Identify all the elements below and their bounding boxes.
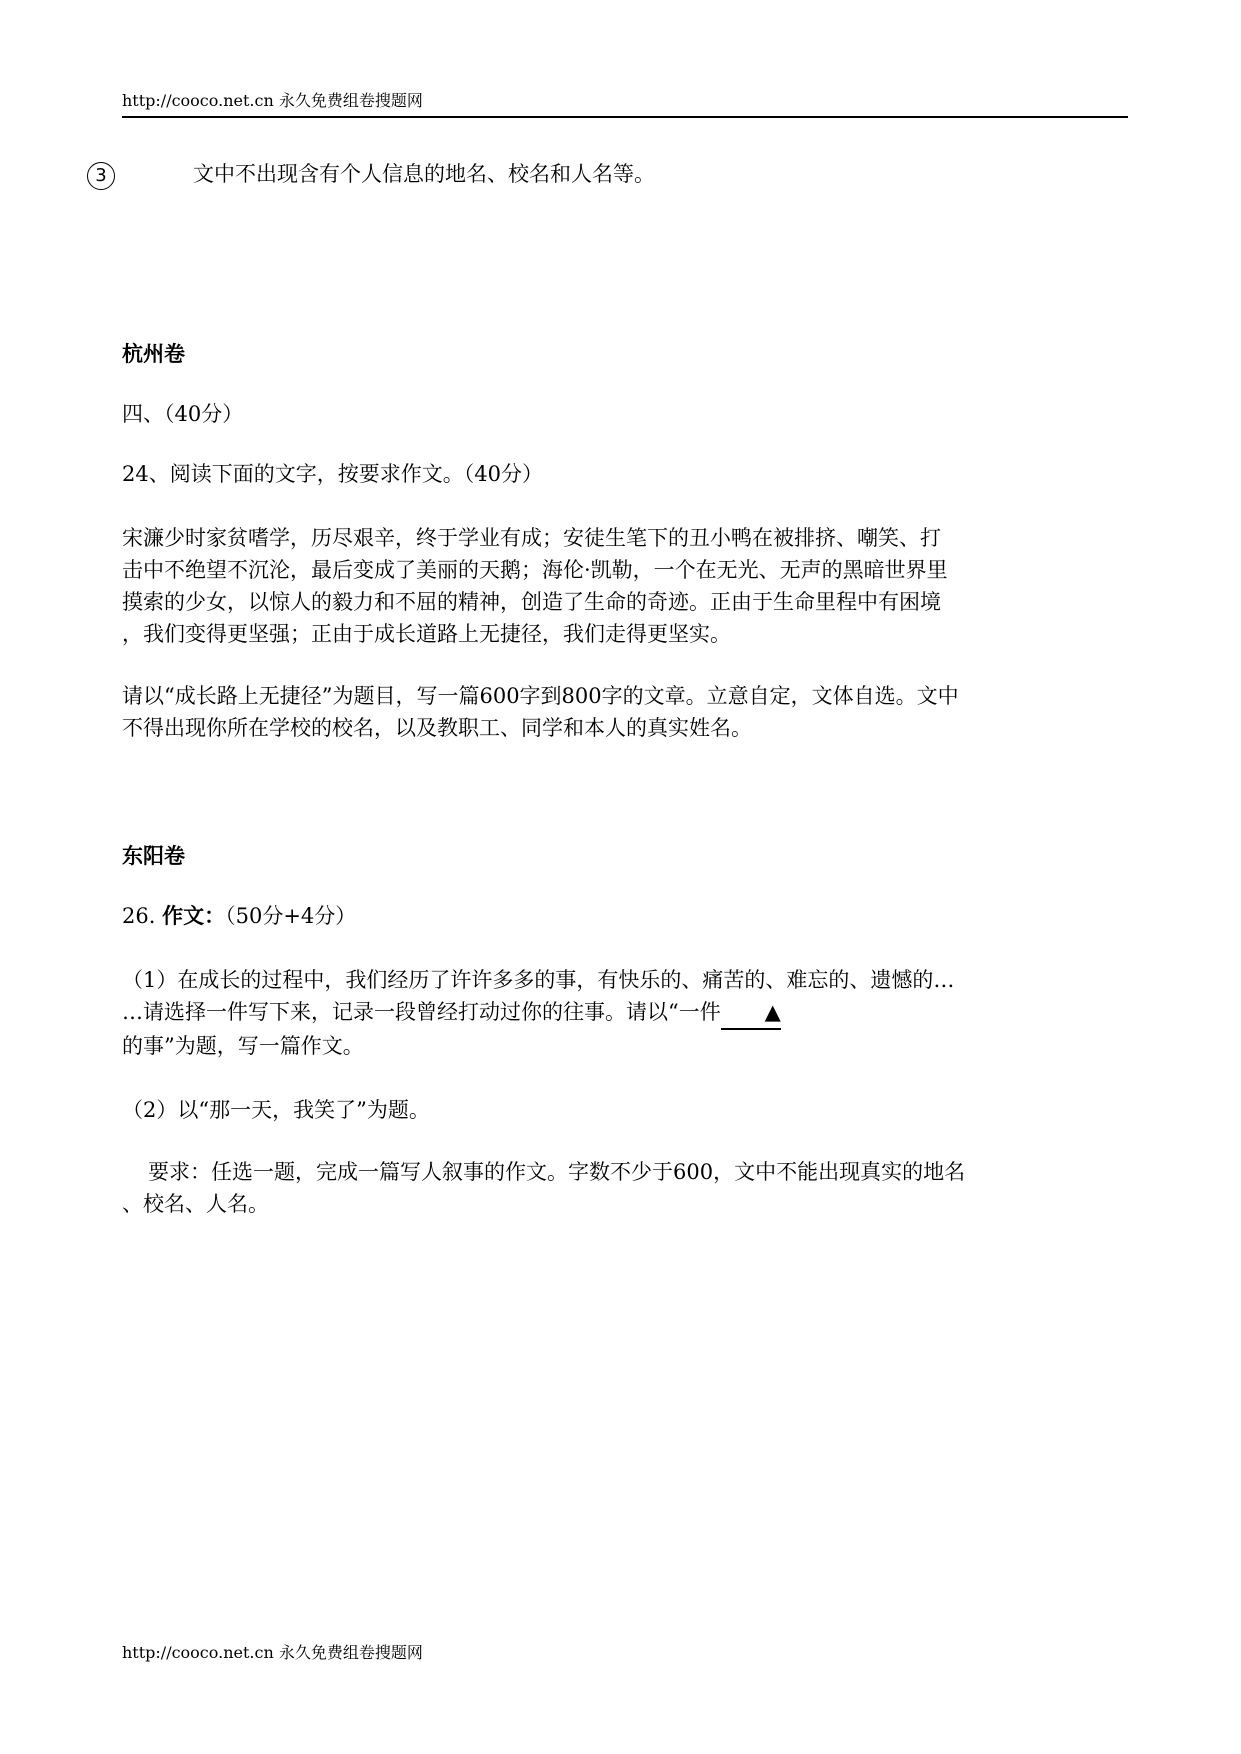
option-1-line-text: …请选择一件写下来，记录一段曾经打动过你的往事。请以“一件	[122, 1000, 721, 1024]
dongyang-option-2: （2）以“那一天，我笑了”为题。	[122, 1098, 430, 1122]
hangzhou-instruction	[122, 680, 1122, 744]
passage-line: 摸索的少女，以惊人的毅力和不屈的精神，创造了生命的奇迹。正由于生命里程中有困境	[122, 590, 941, 614]
instruction-line: 请以“成长路上无捷径”为题目，写一篇600字到800字的文章。立意自定，文体自选。文中	[122, 684, 959, 708]
dongyang-requirement	[122, 1156, 1122, 1220]
page-footer	[122, 1640, 423, 1666]
header-text: http://cooco.net.cn 永久免费组卷搜题网	[122, 91, 423, 110]
page-header	[122, 88, 1128, 118]
dongyang-title: 东阳卷	[122, 843, 185, 868]
requirement-line: 要求：任选一题，完成一篇写人叙事的作文。字数不少于600，文中不能出现真实的地名	[148, 1160, 966, 1184]
requirement-line: 、校名、人名。	[122, 1192, 269, 1216]
item-3-text: 文中不出现含有个人信息的地名、校名和人名等。	[193, 162, 655, 186]
option-1-line: 的事”为题，写一篇作文。	[122, 1034, 364, 1058]
instruction-line: 不得出现你所在学校的校名，以及教职工、同学和本人的真实姓名。	[122, 716, 752, 740]
fill-blank: ▲	[721, 996, 781, 1030]
dongyang-question	[122, 900, 1122, 932]
question-number: 26.	[122, 904, 156, 928]
hangzhou-question: 24、阅读下面的文字，按要求作文。（40分）	[122, 462, 543, 486]
circled-number: 3	[87, 162, 115, 190]
option-1-line	[122, 996, 1122, 1030]
passage-line: ，我们变得更坚强；正由于成长道路上无捷径，我们走得更坚实。	[122, 622, 731, 646]
list-item-3	[87, 158, 655, 190]
hangzhou-passage	[122, 522, 1122, 650]
question-label: 作文：	[162, 903, 226, 928]
dongyang-option-1	[122, 964, 1122, 1062]
passage-line: 宋濂少时家贫嗜学，历尽艰辛，终于学业有成；安徒生笔下的丑小鸭在被排挤、嘲笑、打	[122, 526, 941, 550]
hangzhou-title: 杭州卷	[122, 341, 185, 366]
option-1-line: （1）在成长的过程中，我们经历了许许多多的事，有快乐的、痛苦的、难忘的、遗憾的…	[122, 968, 955, 992]
question-score: （50分+4分）	[225, 904, 357, 928]
hangzhou-section: 四、（40分）	[122, 402, 244, 426]
passage-line: 击中不绝望不沉沦，最后变成了美丽的天鹅；海伦·凯勒，一个在无光、无声的黑暗世界里	[122, 558, 948, 582]
footer-text: http://cooco.net.cn 永久免费组卷搜题网	[122, 1643, 423, 1662]
